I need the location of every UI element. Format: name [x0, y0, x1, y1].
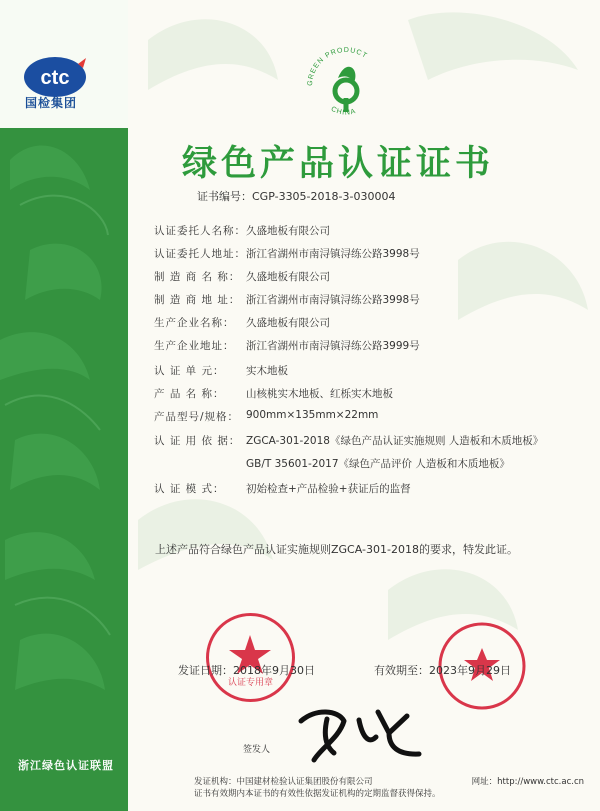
table-row [154, 269, 574, 284]
table-row [154, 481, 574, 496]
svg-text:CHINA: CHINA [329, 105, 358, 117]
issuer-name: 中国建材检验认证集团股份有限公司 [236, 777, 373, 787]
field-value: 900mm×135mm×22mm [246, 409, 379, 421]
field-label: 认 证 单 元： [154, 365, 225, 377]
issue-date-row [178, 662, 315, 678]
website-info [472, 776, 584, 788]
issue-date: 2018年9月30日 [233, 664, 315, 677]
field-value: 浙江省湖州市南浔镇浔练公路3999号 [246, 340, 420, 352]
field-label: 认证委托人地址： [154, 248, 246, 260]
field-value: 久盛地板有限公司 [246, 317, 330, 329]
website-url: http://www.ctc.ac.cn [497, 777, 584, 787]
table-row [154, 433, 574, 448]
field-label: 产 品 名 称： [154, 388, 225, 400]
field-value: 浙江省湖州市南浔镇浔练公路3998号 [246, 248, 420, 260]
table-row [154, 456, 574, 471]
svg-text:ctc: ctc [40, 67, 70, 89]
expiry-date: 2023年9月29日 [429, 664, 511, 677]
certificate-validity-note: 证书有效期内本证书的有效性依据发证机构的定期监督获得保持。 [194, 789, 441, 799]
field-label: 生产企业地址： [154, 340, 235, 352]
table-row [154, 246, 574, 261]
table-row [154, 292, 574, 307]
issuer-label: 发证机构： [194, 777, 237, 787]
field-label: 认 证 模 式： [154, 483, 225, 495]
group-name: 国检集团 [25, 96, 78, 110]
field-value: GB/T 35601-2017《绿色产品评价 人造板和木质地板》 [246, 458, 510, 470]
table-row [154, 386, 574, 401]
issue-date-label: 发证日期： [178, 664, 233, 677]
green-product-seal-icon [300, 38, 392, 130]
svg-text:认证专用章: 认证专用章 [227, 678, 274, 688]
field-label: 产品型号/规格： [154, 411, 240, 423]
table-row [154, 363, 574, 378]
table-row [154, 409, 574, 424]
field-label: 生产企业名称： [154, 317, 235, 329]
official-stamp-icon [203, 610, 298, 705]
field-label: 制 造 商 地 址： [154, 294, 241, 306]
certificate-title: 绿色产品认证证书 [181, 143, 494, 184]
field-label: 认证委托人名称： [154, 225, 246, 237]
table-row [154, 338, 574, 353]
field-label: 制 造 商 名 称： [154, 271, 241, 283]
field-value: 初始检查+产品检验+获证后的监督 [246, 483, 411, 495]
field-label: 认 证 用 依 据： [154, 435, 241, 447]
field-value: ZGCA-301-2018《绿色产品认证实施规则 人造板和木质地板》 [246, 435, 544, 447]
expiry-date-row [374, 662, 511, 678]
table-row [154, 223, 574, 238]
website-label: 网址： [471, 777, 498, 787]
field-value: 山核桃实木地板、红栎实木地板 [246, 388, 393, 400]
svg-text:GREEN PRODUCT: GREEN PRODUCT [306, 46, 369, 87]
alliance-name: 浙江绿色认证联盟 [18, 759, 114, 772]
certificate-number: 证书编号：CGP-3305-2018-3-030004 [197, 190, 396, 203]
field-label [154, 456, 246, 471]
footer-issuer-row [194, 776, 584, 788]
issuer-info [194, 776, 373, 788]
green-side-band [0, 0, 128, 811]
field-value: 久盛地板有限公司 [246, 225, 330, 237]
table-row [154, 315, 574, 330]
field-value: 实木地板 [246, 365, 288, 377]
certificate-statement: 上述产品符合绿色产品认证实施规则ZGCA-301-2018的要求，特发此证。 [155, 543, 518, 556]
certificate-footer [194, 776, 584, 800]
expiry-date-label: 有效期至： [374, 664, 429, 677]
field-value: 浙江省湖州市南浔镇浔练公路3998号 [246, 294, 420, 306]
field-value: 久盛地板有限公司 [246, 271, 330, 283]
logo-panel [0, 0, 128, 128]
signer-label: 签发人 [243, 745, 271, 755]
signature-icon [296, 690, 426, 765]
